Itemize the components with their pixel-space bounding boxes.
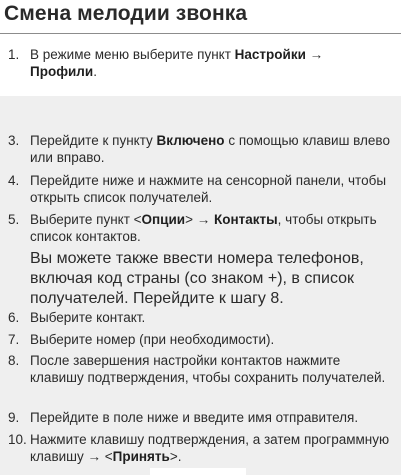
step-text: Выберите номер (при необходимости).	[30, 332, 275, 347]
step-number: 6.	[8, 310, 20, 325]
step-text: Выберите пункт <Опции> → Контакты, чтобы открыть список контактов.	[30, 212, 377, 244]
step-number: 1.	[8, 47, 20, 62]
step-text: Нажмите клавишу подтверждения, а затем программную клавишу → <Принять>.	[30, 432, 390, 464]
page-title: Смена мелодии звонка	[4, 2, 248, 25]
step-text: Перейдите ниже и нажмите на сенсорной панели, чтобы открыть список получателей.	[30, 173, 387, 205]
step-number: 10.	[8, 432, 27, 447]
step-number: 4.	[8, 173, 20, 188]
step-text: Перейдите в поле ниже и введите имя отправителя.	[30, 410, 359, 425]
bottom-tab-notch	[150, 468, 246, 475]
step-text: В режиме меню выберите пункт Настройки → Профили.	[30, 47, 324, 79]
step-number: 9.	[8, 410, 20, 425]
step-number: 8.	[8, 353, 20, 368]
step-number: 7.	[8, 332, 20, 347]
step-number: 5.	[8, 212, 20, 227]
step-text: Перейдите к пункту Включено с помощью клавиш влево или вправо.	[30, 133, 390, 165]
step-number: 3.	[8, 133, 20, 148]
step-text: Выберите контакт.	[30, 310, 146, 325]
title-divider	[0, 33, 401, 34]
step-note-text: Вы можете также ввести номера телефонов, включая код страны (со знаком +), в список получателей. Перейдите к шагу 8.	[30, 250, 364, 307]
step-text: После завершения настройки контактов нажмите клавишу подтверждения, чтобы сохранить получателей.	[30, 353, 386, 385]
